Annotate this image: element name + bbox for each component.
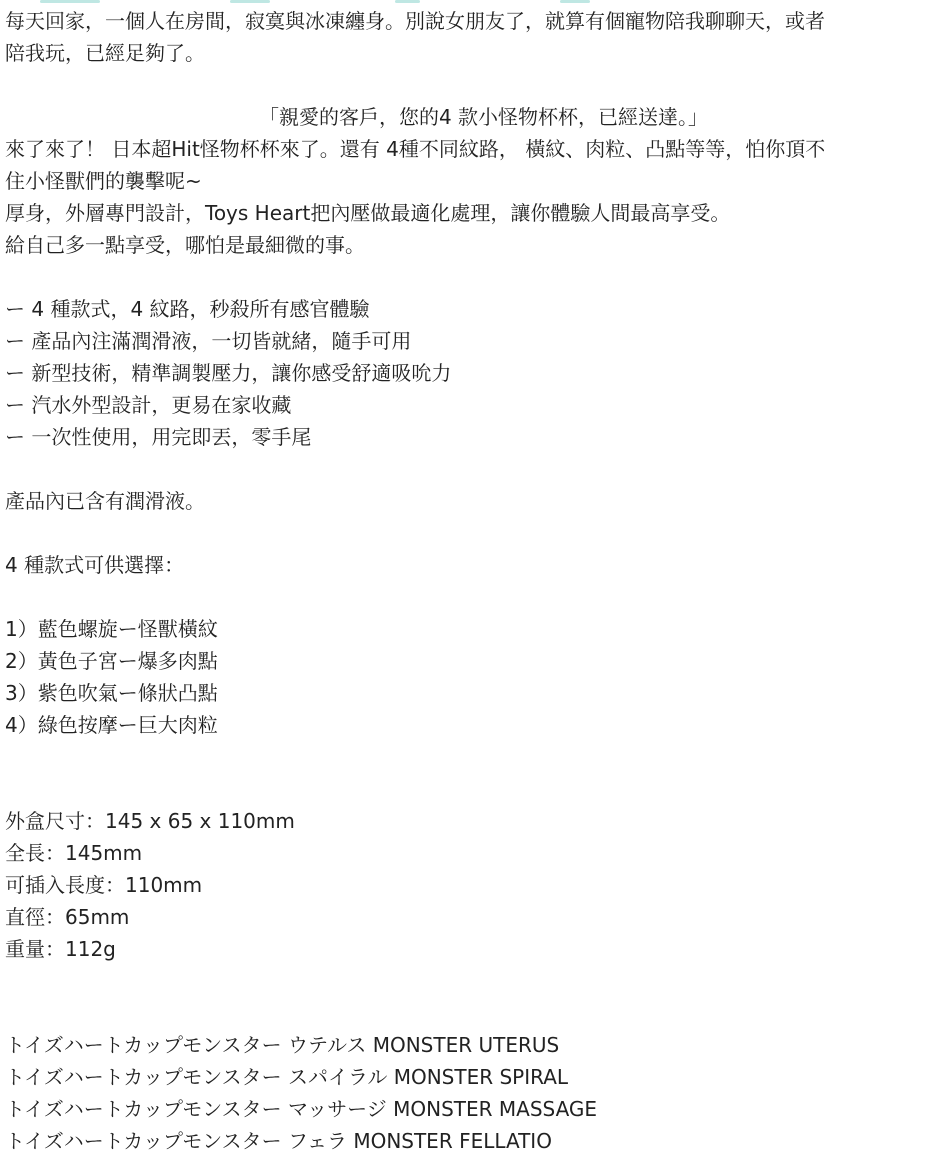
styles-heading: 4 種款式可供選擇： xyxy=(5,553,185,577)
feature-item: ー 汽水外型設計，更易在家收藏 xyxy=(5,393,292,417)
spec-list xyxy=(5,805,922,965)
style-list xyxy=(5,613,922,741)
spacer xyxy=(5,773,922,805)
spec-box-size: 外盒尺寸：145 x 65 x 110mm xyxy=(5,809,295,833)
spacer xyxy=(5,261,922,293)
spacer xyxy=(5,69,922,101)
feature-item: ー 新型技術，精準調製壓力，讓你感受舒適吸吮力 xyxy=(5,361,452,385)
description-line-1: 來了來了！ 日本超Hit怪物杯杯來了。還有 4種不同紋路， 橫紋、肉粒、凸點等等，怕你頂不 xyxy=(5,137,826,161)
spec-diameter: 直徑：65mm xyxy=(5,905,130,929)
description-line-4: 給自己多一點享受，哪怕是最細微的事。 xyxy=(5,233,365,257)
feature-list xyxy=(5,293,922,453)
spacer xyxy=(5,581,922,613)
spec-weight: 重量：112g xyxy=(5,937,116,961)
spacer xyxy=(5,965,922,997)
feature-item: ー 一次性使用，用完即丟，零手尾 xyxy=(5,425,312,449)
lubricant-note: 產品內已含有潤滑液。 xyxy=(5,489,205,513)
spacer xyxy=(5,453,922,485)
description-line-3: 厚身，外層專門設計，Toys Heart把內壓做最適化處理，讓你體驗人間最高享受。 xyxy=(5,201,731,225)
product-name: トイズハートカップモンスター スパイラル MONSTER SPIRAL xyxy=(5,1065,569,1089)
product-name: トイズハートカップモンスター ウテルス MONSTER UTERUS xyxy=(5,1033,560,1057)
product-description xyxy=(5,5,922,1157)
spacer xyxy=(5,517,922,549)
style-item: 1）藍色螺旋ー怪獸橫紋 xyxy=(5,617,218,641)
description-line-2: 住小怪獸們的襲擊呢~ xyxy=(5,169,202,193)
product-name: トイズハートカップモンスター マッサージ MONSTER MASSAGE xyxy=(5,1097,598,1121)
product-name: トイズハートカップモンスター フェラ MONSTER FELLATIO xyxy=(5,1129,552,1153)
feature-item: ー 4 種款式，4 紋路，秒殺所有感官體驗 xyxy=(5,297,370,321)
intro-line-1: 每天回家，一個人在房間，寂寞與冰凍纏身。別說女朋友了，就算有個寵物陪我聊聊天，或者 xyxy=(5,9,825,33)
top-decoration xyxy=(0,0,927,4)
style-item: 2）黃色子宮ー爆多肉點 xyxy=(5,649,218,673)
feature-item: ー 產品內注滿潤滑液，一切皆就緒，隨手可用 xyxy=(5,329,412,353)
delivery-notice: 「親愛的客戶，您的4 款小怪物杯杯，已經送達。」 xyxy=(258,105,709,129)
spec-insert-length: 可插入長度：110mm xyxy=(5,873,203,897)
product-name-list xyxy=(5,1029,922,1157)
spacer xyxy=(5,741,922,773)
spec-total-length: 全長：145mm xyxy=(5,841,143,865)
spacer xyxy=(5,997,922,1029)
style-item: 4）綠色按摩ー巨大肉粒 xyxy=(5,713,218,737)
intro-line-2: 陪我玩，已經足夠了。 xyxy=(5,41,205,65)
style-item: 3）紫色吹氣ー條狀凸點 xyxy=(5,681,218,705)
